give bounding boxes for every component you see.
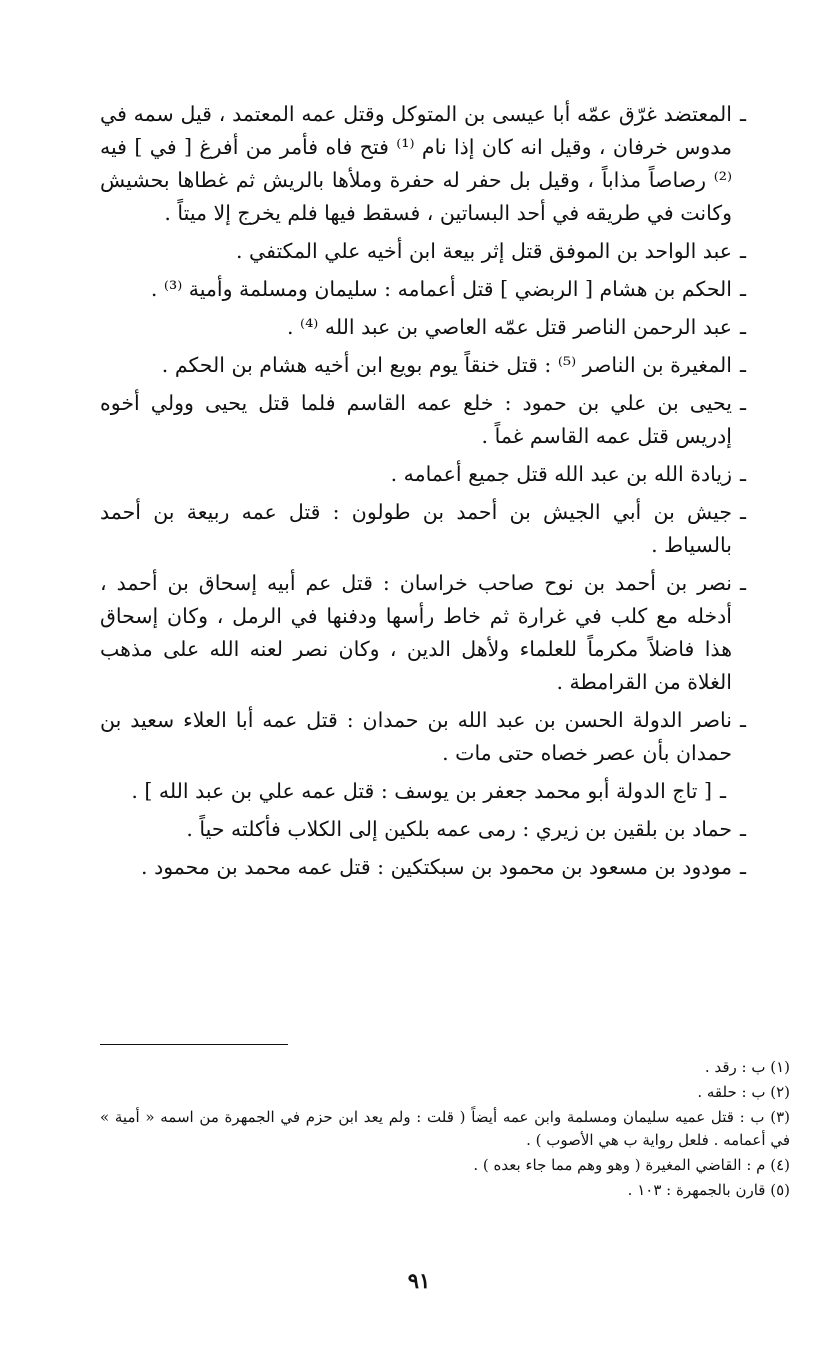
list-item — [100, 704, 750, 770]
entry-dash: ـ — [739, 277, 746, 301]
entry-dash: ـ — [739, 239, 746, 263]
entry-dash: ـ — [739, 708, 746, 732]
footnote-divider — [100, 1044, 288, 1045]
entry-dash: ـ — [739, 571, 746, 595]
entry-text: الحكم بن هشام [ الربضي ] قتل أعمامه : سليمان ومسلمة وأمية ⁽³⁾ . — [150, 277, 732, 301]
entry-text: [ تاج الدولة أبو محمد جعفر بن يوسف : قتل عمه علي بن عبد الله ] . — [131, 779, 712, 803]
entry-text: عبد الواحد بن الموفق قتل إثر بيعة ابن أخيه علي المكتفي . — [235, 239, 732, 263]
list-item — [100, 775, 750, 808]
entry-text: عبد الرحمن الناصر قتل عمّه العاصي بن عبد الله ⁽⁴⁾ . — [287, 315, 732, 339]
entry-text: نصر بن أحمد بن نوح صاحب خراسان : قتل عم أبيه إسحاق بن أحمد ، أدخله مع كلب في غرارة ثم خاط رأسها ودفنها في الرمل ، وكان إسحاق هذا فاضلاً مكرماً للعلماء ولأهل الدين ، وكان نصر لعنه الله على مذهب الغلاة من القرامطة . — [100, 571, 732, 694]
entry-dash: ـ — [739, 500, 746, 524]
list-item — [100, 851, 750, 884]
list-item — [100, 311, 750, 344]
footnote: (٥) قارن بالجمهرة : ١٠٣ . — [627, 1181, 790, 1199]
entry-text: المغيرة بن الناصر ⁽⁵⁾ : قتل خنقاً يوم بويع ابن أخيه هشام بن الحكم . — [161, 353, 732, 377]
list-item — [100, 813, 750, 846]
entry-text: زيادة الله بن عبد الله قتل جميع أعمامه . — [390, 462, 732, 486]
entry-dash: ـ — [739, 817, 746, 841]
footnote: (٤) م : القاضي المغيرة ( وهو وهم مما جاء بعده ) . — [473, 1156, 790, 1174]
entry-text: يحيى بن علي بن حمود : خلع عمه القاسم فلما قتل يحيى وولي أخوه إدريس قتل عمه القاسم غماً . — [100, 391, 732, 448]
footnote: (١) ب : رقد . — [704, 1058, 790, 1076]
footnote: (٢) ب : حلقه . — [697, 1083, 790, 1101]
entry-dash: ـ — [739, 391, 746, 415]
main-text — [100, 98, 750, 889]
entry-dash: ـ — [739, 315, 746, 339]
entry-dash: ـ — [719, 779, 726, 803]
entry-text: مودود بن مسعود بن محمود بن سبكتكين : قتل عمه محمد بن محمود . — [141, 855, 732, 879]
list-item — [100, 387, 750, 453]
list-item — [100, 567, 750, 699]
list-item — [100, 349, 750, 382]
entry-text: ناصر الدولة الحسن بن عبد الله بن حمدان : قتل عمه أبا العلاء سعيد بن حمدان بأن عصر خصاه حتى مات . — [100, 708, 732, 765]
footnote: (٣) ب : قتل عميه سليمان ومسلمة وابن عمه أيضاً ( قلت : ولم يعد ابن حزم في الجمهرة من اسمه « أمية » في أعمامه . فلعل رواية ب هي الأصوب ) . — [100, 1108, 790, 1149]
entry-dash: ـ — [739, 855, 746, 879]
entries-list — [100, 98, 750, 884]
entry-text: حماد بن بلقين بن زيري : رمى عمه بلكين إلى الكلاب فأكلته حياً . — [186, 817, 732, 841]
list-item — [100, 98, 750, 230]
list-item — [100, 273, 750, 306]
page-number: ٩١ — [407, 1268, 431, 1293]
footnotes — [100, 1056, 790, 1204]
entry-dash: ـ — [739, 353, 746, 377]
entry-text: جيش بن أبي الجيش بن أحمد بن طولون : قتل عمه ربيعة بن أحمد بالسياط . — [100, 500, 732, 557]
entry-dash: ـ — [739, 102, 746, 126]
entry-dash: ـ — [739, 462, 746, 486]
entry-text: المعتضد غرّق عمّه أبا عيسى بن المتوكل وقتل عمه المعتمد ، قيل سمه في مدوس خرفان ، وقيل انه كان إذا نام ⁽¹⁾ فتح فاه فأمر من أفرغ [ في ] فيه ⁽²⁾ رصاصاً مذاباً ، وقيل بل حفر له حفرة وملأها بالريش ثم غطاها بحشيش وكانت في طريقه في أحد البساتين ، فسقط فيها فلم يخرج إلا ميتاً . — [100, 102, 732, 225]
list-item — [100, 496, 750, 562]
list-item — [100, 235, 750, 268]
list-item — [100, 458, 750, 491]
